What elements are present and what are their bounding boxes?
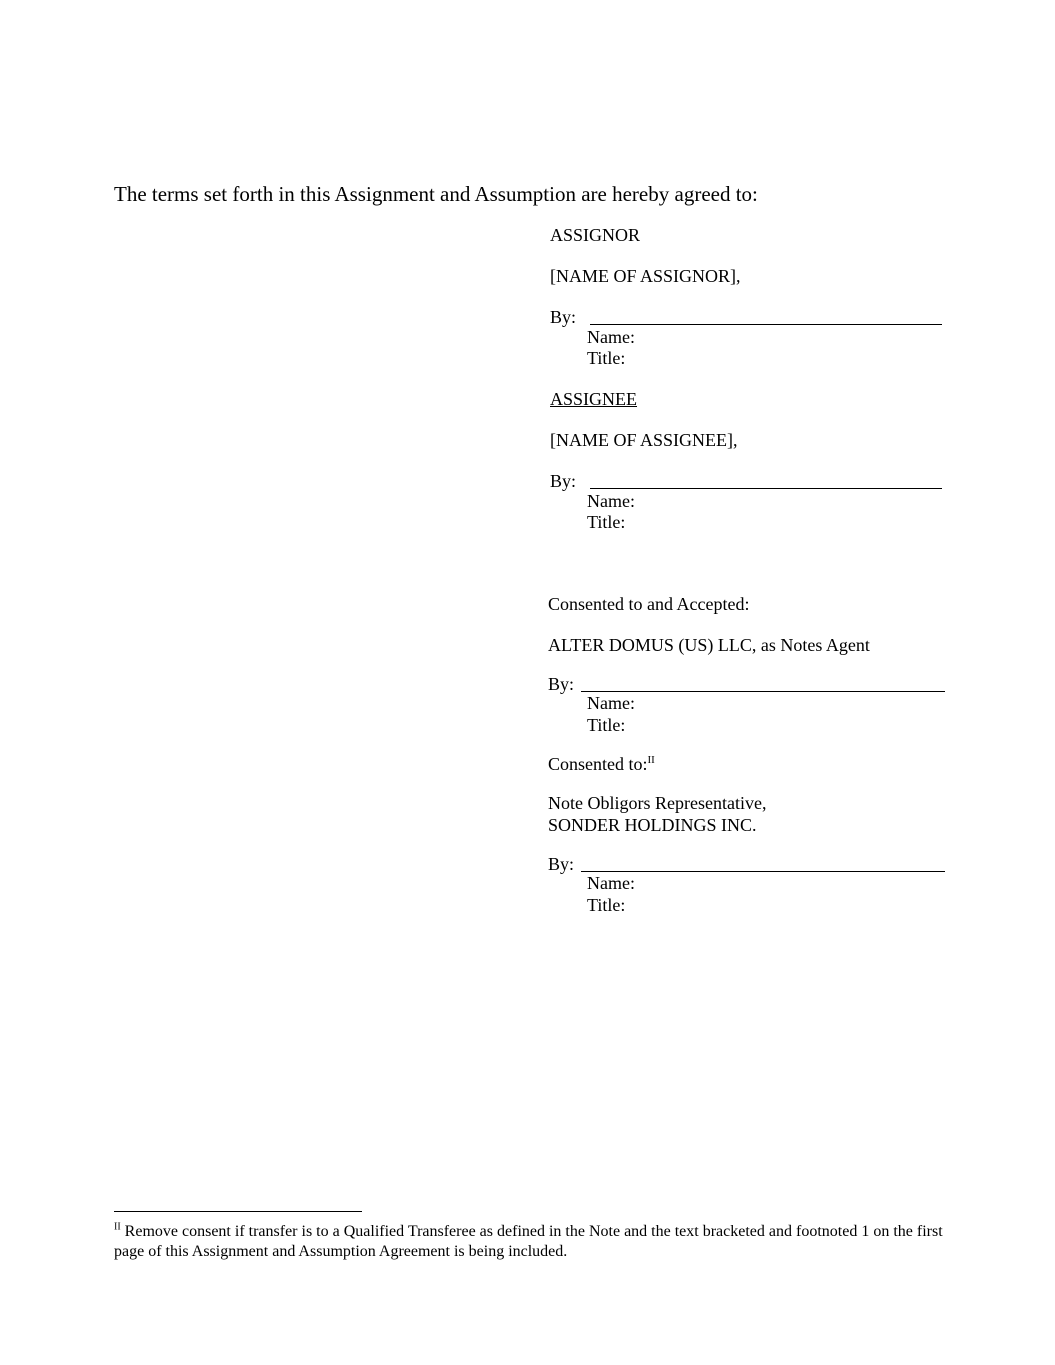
assignee-name: [NAME OF ASSIGNEE], — [550, 430, 738, 450]
obligors-by-label: By: — [548, 854, 575, 874]
obligors-name-line1: Note Obligors Representative, — [548, 793, 767, 813]
footnote-text: Remove consent if transfer is to a Qualified Transferee as defined in the Note and the text bracketed and footnoted 1 on the first page of this Assignment and Assumption Agreement is being included. — [114, 1223, 943, 1260]
assignee-signature-line — [590, 488, 942, 489]
assignor-signature-line — [590, 324, 942, 325]
agent-by-label: By: — [548, 674, 575, 694]
assignor-title-label: Title: — [587, 348, 626, 368]
agent-signature-line — [581, 691, 945, 692]
footnote-reference: II — [647, 754, 655, 766]
agent-name: ALTER DOMUS (US) LLC, as Notes Agent — [548, 635, 870, 655]
agent-name-label: Name: — [587, 693, 635, 713]
assignee-name-label: Name: — [587, 491, 635, 511]
agent-title-label: Title: — [587, 715, 626, 735]
footnote-separator — [114, 1211, 362, 1212]
assignor-name-label: Name: — [587, 327, 635, 347]
assignee-by-label: By: — [550, 471, 577, 491]
assignor-by-label: By: — [550, 307, 577, 327]
assignee-heading: ASSIGNEE — [550, 389, 638, 409]
obligors-name-line2: SONDER HOLDINGS INC. — [548, 815, 757, 835]
assignor-heading: ASSIGNOR — [550, 225, 641, 245]
intro-text: The terms set forth in this Assignment and Assumption are hereby agreed to: — [114, 182, 758, 206]
assignor-name: [NAME OF ASSIGNOR], — [550, 266, 741, 286]
footnote-marker: II — [114, 1221, 121, 1233]
footnote — [114, 1222, 964, 1262]
obligors-title-label: Title: — [587, 895, 626, 915]
obligors-name-label: Name: — [587, 873, 635, 893]
agent-heading: Consented to and Accepted: — [548, 594, 750, 614]
assignee-title-label: Title: — [587, 512, 626, 532]
obligors-signature-line — [581, 871, 945, 872]
obligors-heading — [548, 755, 655, 773]
obligors-heading-text: Consented to: — [548, 754, 648, 774]
